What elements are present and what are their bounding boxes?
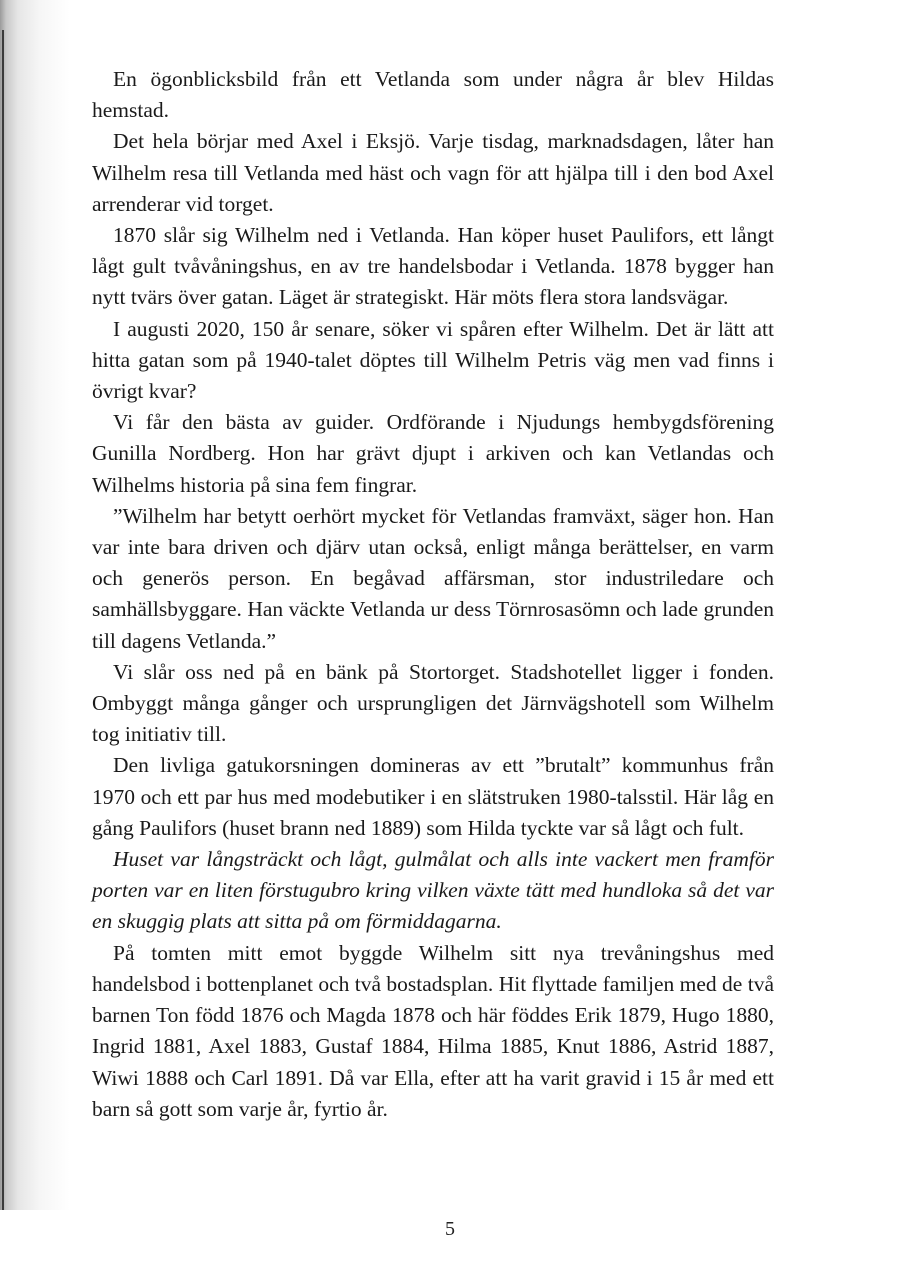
paragraph: En ögonblicksbild från ett Vetlanda som under några år blev Hildas hemstad. (92, 67, 774, 123)
paragraph: Vi slår oss ned på en bänk på Stortorget. Stadshotellet ligger i fonden. Ombyggt många gånger och ursprungligen det Järnvägshotell som Wilhelm tog initiativ till. (92, 659, 774, 747)
paragraph: 1870 slår sig Wilhelm ned i Vetlanda. Han köper huset Paulifors, ett långt lågt gult tvåvåningshus, en av tre handelsbodar i Vetlanda. 1878 bygger han nytt tvärs över gatan. Läget är strategiskt. Här möts flera stora landsvägar. (92, 223, 774, 310)
paragraph: Vi får den bästa av guider. Ordförande i Njudungs hembygdsförening Gunilla Nordberg. Hon har grävt djupt i arkiven och kan Vetlandas och Wilhelms historia på sina fem fingrar. (92, 410, 774, 497)
book-spine-edge (2, 30, 4, 1210)
page-number: 5 (445, 1218, 455, 1240)
page-body (92, 64, 774, 1125)
paragraph: På tomten mitt emot byggde Wilhelm sitt nya trevåningshus med handelsbod i bottenplanet och två bostadsplan. Hit flyttade familjen med de två barnen Ton född 1876 och Magda 1878 och här föddes Erik 1879, Hugo 1880, Ingrid 1881, Axel 1883, Gustaf 1884, Hilma 1885, Knut 1886, Astrid 1887, Wiwi 1888 och Carl 1891. Då var Ella, efter att ha varit gravid i 15 år med ett barn så gott som varje år, fyrtio år. (92, 940, 774, 1121)
paragraph: Den livliga gatukorsningen domineras av ett ”brutalt” kommunhus från 1970 och ett par hus med modebutiker i en slätstruken 1980-talsstil. Här låg en gång Paulifors (huset brann ned 1889) som Hilda tyckte var så lågt och fult. (92, 753, 774, 840)
italic-quote-paragraph: Huset var långsträckt och lågt, gulmålat och alls inte vackert men framför porten var en liten förstugubro kring vilken växte tätt med hundloka så det var en skuggig plats att sitta på om förmiddagarna. (92, 847, 774, 934)
quote-paragraph: ”Wilhelm har betytt oerhört mycket för Vetlandas framväxt, säger hon. Han var inte bara driven och djärv utan också, enligt många berättelser, en varm och generös person. En begåvad affärsman, stor industriledare och samhällsbyggare. Han väckte Vetlanda ur dess Törnrosasömn och lade grunden till dagens Vetlanda.” (92, 503, 774, 653)
paragraph: Det hela börjar med Axel i Eksjö. Varje tisdag, marknadsdagen, låter han Wilhelm resa till Vetlanda med häst och vagn för att hjälpa till i den bod Axel arrenderar vid torget. (92, 129, 774, 216)
book-spine-shadow (0, 0, 70, 1210)
paragraph: I augusti 2020, 150 år senare, söker vi spåren efter Wilhelm. Det är lätt att hitta gatan som på 1940-talet döptes till Wilhelm Petris väg men vad finns i övrigt kvar? (92, 316, 774, 404)
